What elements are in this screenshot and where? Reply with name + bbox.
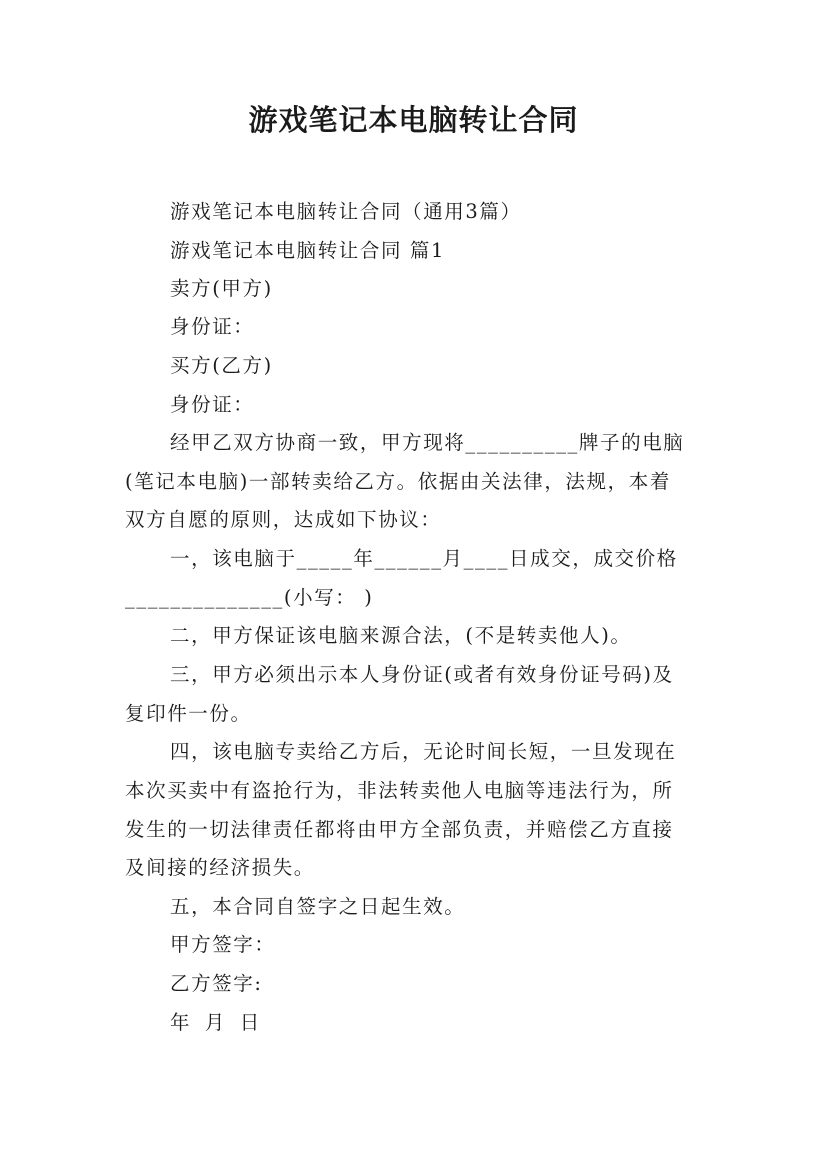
subtitle-line: 游戏笔记本电脑转让合同（通用3篇） bbox=[170, 200, 522, 223]
buyer-id-label: 身份证： bbox=[170, 393, 255, 416]
buyer-label: 买方(乙方) bbox=[170, 354, 273, 377]
date-line: 年 月 日 bbox=[170, 1011, 261, 1034]
clause-five: 五，本合同自签字之日起生效。 bbox=[170, 895, 466, 918]
clause-four-line: 及间接的经济损失。 bbox=[125, 856, 315, 879]
clause-three-line: 复印件一份。 bbox=[125, 702, 252, 725]
clause-two: 二，甲方保证该电脑来源合法，(不是转卖他人)。 bbox=[170, 624, 632, 647]
clause-three-line: 三，甲方必须出示本人身份证(或者有效身份证号码)及 bbox=[170, 663, 674, 686]
clause-four-line: 四，该电脑专卖给乙方后，无论时间长短，一旦发现在 bbox=[170, 740, 677, 763]
paragraph-intro-line: 经甲乙双方协商一致，甲方现将__________牌子的电脑 bbox=[170, 431, 685, 454]
document-title: 游戏笔记本电脑转让合同 bbox=[248, 103, 579, 137]
paragraph-intro-line: (笔记本电脑)一部转卖给乙方。依据由关法律，法规，本着 bbox=[125, 470, 671, 493]
seller-id-label: 身份证： bbox=[170, 315, 255, 338]
clause-four-line: 本次买卖中有盗抢行为，非法转卖他人电脑等违法行为，所 bbox=[125, 779, 674, 802]
clause-one-line: ______________(小写： ) bbox=[125, 586, 374, 609]
section-heading: 游戏笔记本电脑转让合同 篇1 bbox=[170, 239, 446, 262]
seller-label: 卖方(甲方) bbox=[170, 277, 273, 300]
paragraph-intro-line: 双方自愿的原则，达成如下协议： bbox=[125, 508, 442, 531]
party-b-signature-label: 乙方签字: bbox=[170, 972, 263, 995]
clause-four-line: 发生的一切法律责任都将由甲方全部负责，并赔偿乙方直接 bbox=[125, 818, 674, 841]
clause-one-line: 一，该电脑于_____年______月____日成交，成交价格 bbox=[170, 547, 678, 570]
party-a-signature-label: 甲方签字： bbox=[170, 933, 276, 956]
